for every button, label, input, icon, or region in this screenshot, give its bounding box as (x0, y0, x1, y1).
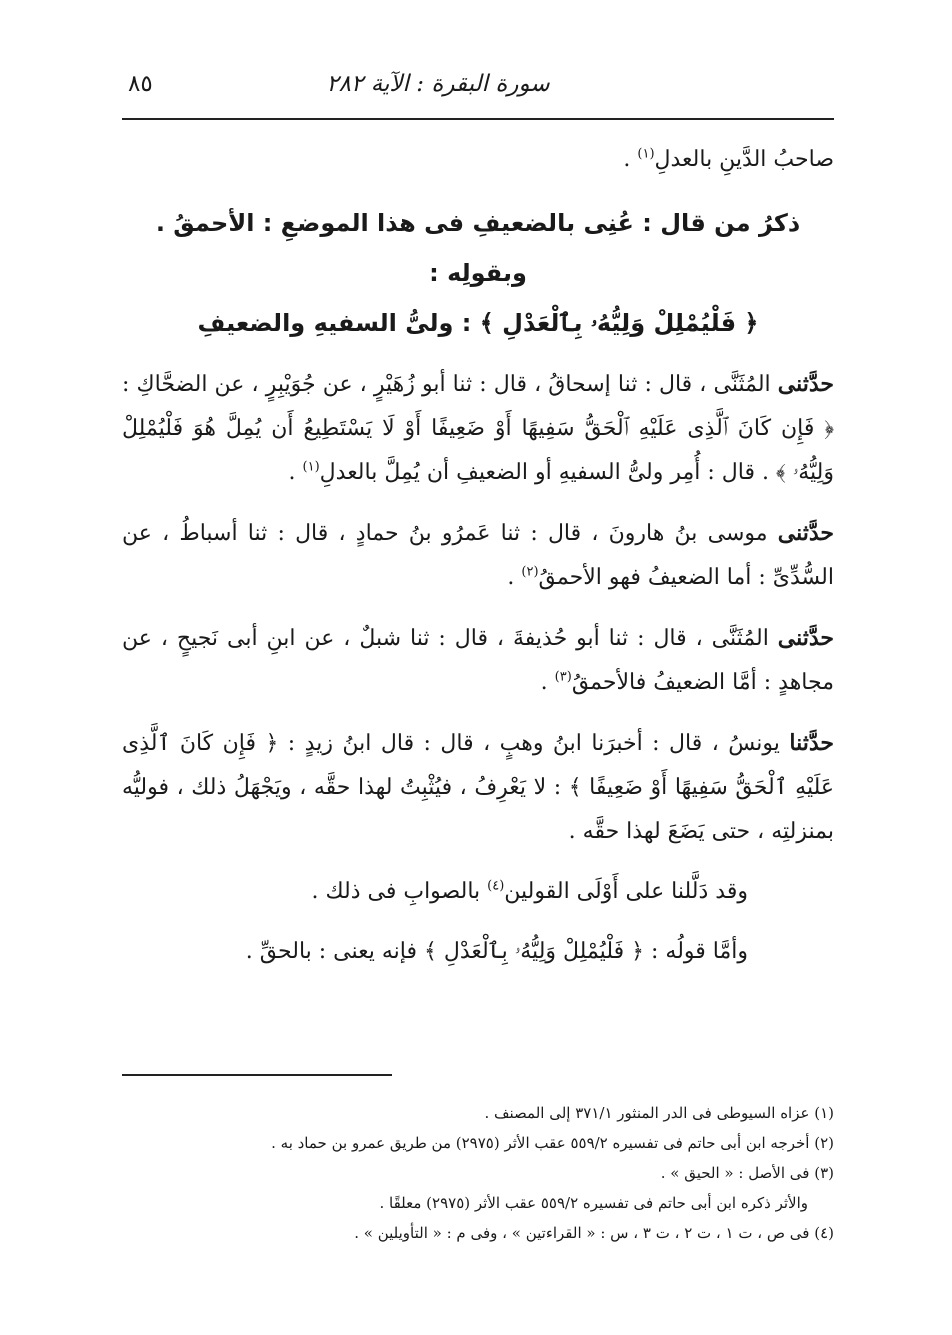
paragraph-5-end: بالصوابِ فى ذلك . (311, 879, 488, 904)
footnote-1: (١) عزاه السيوطى فى الدر المنثور ٣٧١/١ إلى المصنف . (484, 1104, 834, 1122)
footnotes (122, 1098, 834, 1248)
section-heading-line-2: ﴿ فَلْيُمْلِلْ وَلِيُّهُۥ بِٱلْعَدْلِ ﴾ : ولىُّ السفيهِ والضعيفِ (197, 309, 759, 337)
footnote-3-continuation: والأثر ذكره ابن أبى حاتم فى تفسيره ٥٥٩/٢ عقب الأثر (٢٩٧٥) معلقًا . (379, 1194, 808, 1212)
paragraph-4-text: يونسُ ، قال : أخبرَنا ابنُ وهبٍ ، قال : قال ابنُ زيدٍ : ﴿ فَإِن كَانَ ٱلَّذِى عَلَيْهِ ٱلْحَقُّ سَفِيهًا أَوْ ضَعِيفًا ﴾ : لا يَعْرِفُ ، فيُثْبِتُ لهذا حقَّه ، ويَجْهَلُ ذلك ، فوليُّه بمنزلتِه ، حتى يَضَعَ لهذا حقَّه . (122, 731, 834, 844)
paragraph-3-lead: حدَّثنى (777, 625, 834, 651)
paragraph-3 (122, 616, 834, 705)
book-page (122, 0, 834, 1335)
paragraph-0 (122, 138, 834, 182)
paragraph-6 (122, 930, 834, 974)
paragraph-2-end: . (507, 565, 522, 590)
paragraph-3-end: . (540, 670, 555, 695)
paragraph-1 (122, 362, 834, 495)
footnote-rule (122, 1074, 392, 1076)
footnote-4: (٤) فى ص ، ت ١ ، ت ٢ ، ت ٣ ، س : « القراءتين » ، وفى م : « التأويلين » . (354, 1224, 834, 1242)
paragraph-0-text: صاحبُ الدَّينِ بالعدلِ (654, 147, 834, 172)
paragraph-2-lead: حدَّثنى (777, 520, 834, 546)
paragraph-0-end: . (623, 147, 638, 172)
paragraph-5 (122, 870, 834, 914)
paragraph-2-text: موسى بنُ هارونَ ، قال : ثنا عَمرُو بنُ حمادٍ ، قال : ثنا أسباطُ ، عن السُّدِّىِّ : أما الضعيفُ فهو الأحمقُ (122, 521, 834, 590)
body-text (122, 138, 834, 990)
header-rule (122, 118, 834, 120)
page-number: ٨٥ (128, 71, 153, 97)
footnote-ref-1: (١) (637, 146, 655, 162)
footnote-ref-3: (٣) (554, 669, 572, 685)
running-title: سورة البقرة : الآية ٢٨٢ (326, 71, 550, 97)
footnote-2: (٢) أخرجه ابن أبى حاتم فى تفسيره ٥٥٩/٢ عقب الأثر (٢٩٧٥) من طريق عمرو بن حماد به . (271, 1134, 834, 1152)
footnote-ref-4: (٤) (487, 878, 505, 894)
footnote-ref-1b: (١) (302, 459, 320, 475)
paragraph-3-text: المُثَنَّى ، قال : ثنا أبو حُذيفةَ ، قال : ثنا شبلٌ ، عن ابنِ أبى نَجيحٍ ، عن مجاهدٍ : أمَّا الضعيفُ فالأحمقُ (122, 626, 834, 695)
footnote-ref-2: (٢) (521, 564, 539, 580)
section-heading-line-1: ذكرُ من قال : عُنِى بالضعيفِ فى هذا الموضعِ : الأحمقُ . وبقولِه : (155, 209, 801, 287)
paragraph-2 (122, 511, 834, 600)
paragraph-1-end: . (288, 460, 303, 485)
paragraph-5-text: وقد دَلَّلنا على أَوْلَى القولين (504, 879, 748, 904)
footnote-3: (٣) فى الأصل : « الحيق » . (660, 1164, 834, 1182)
section-heading (122, 198, 834, 348)
page-header (122, 66, 834, 102)
paragraph-4-lead: حدَّثنا (789, 730, 834, 756)
paragraph-4 (122, 721, 834, 854)
paragraph-1-lead: حدَّثنى (777, 371, 834, 397)
paragraph-1-text: المُثَنَّى ، قال : ثنا إسحاقُ ، قال : ثنا أبو زُهَيْرٍ ، عن جُوَيْبِرٍ ، عن الضحَّاكِ : ﴿ فَإِن كَانَ ٱلَّذِى عَلَيْهِ ٱلْحَقُّ سَفِيهًا أَوْ ضَعِيفًا أَوْ لَا يَسْتَطِيعُ أَن يُمِلَّ هُوَ فَلْيُمْلِلْ وَلِيُّهُۥ ﴾ . قال : أُمِر ولىُّ السفيهِ أو الضعيفِ أن يُمِلَّ بالعدلِ (122, 372, 834, 485)
paragraph-6-text: وأمَّا قولُه : ﴿ فَلْيُمْلِلْ وَلِيُّهُۥ بِٱلْعَدْلِ ﴾ فإنه يعنى : بالحقِّ . (245, 939, 748, 964)
